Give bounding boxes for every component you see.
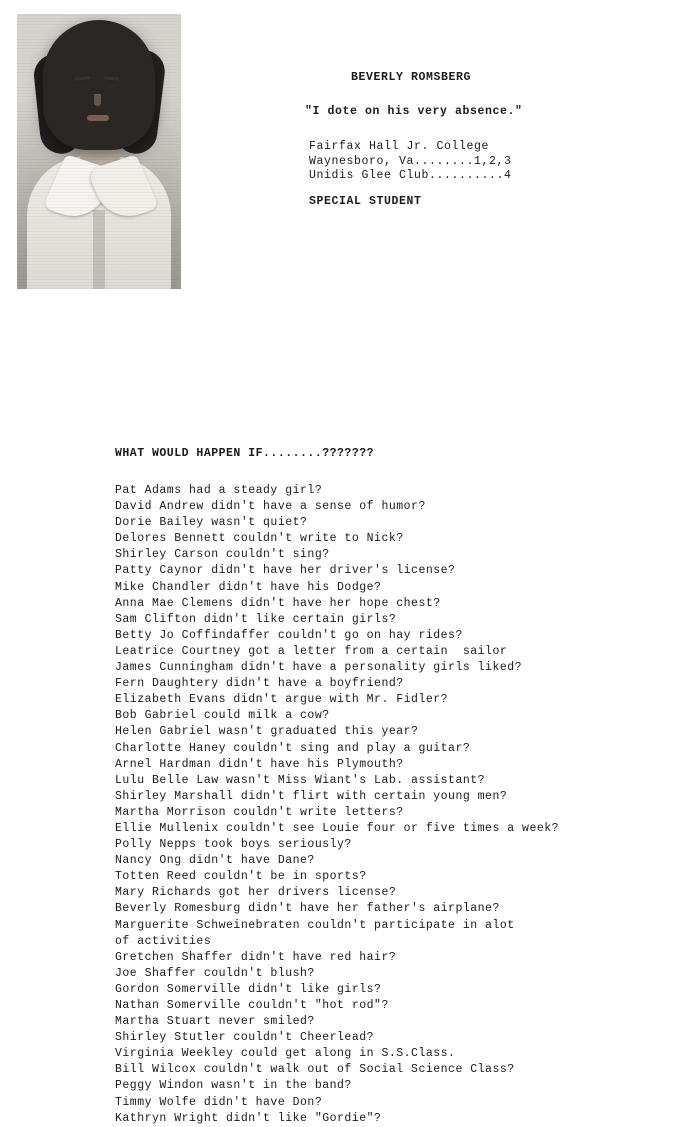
list-item: Betty Jo Coffindaffer couldn't go on hay rides? <box>115 628 463 642</box>
list-item: Gordon Somerville didn't like girls? <box>115 982 382 996</box>
list-item: Peggy Windon wasn't in the band? <box>115 1079 352 1093</box>
list-item: Timmy Wolfe didn't have Don? <box>115 1095 323 1109</box>
student-activities <box>309 141 645 182</box>
senior-entry <box>305 72 645 207</box>
activity-line: Waynesboro, Va........1,2,3 <box>309 154 512 168</box>
student-name: BEVERLY ROMSBERG <box>351 71 472 84</box>
list-item: Nancy Ong didn't have Dane? <box>115 854 315 868</box>
list-item: Helen Gabriel wasn't graduated this year? <box>115 725 419 739</box>
list-item: Mary Richards got her drivers license? <box>115 886 397 900</box>
student-quote: "I dote on his very absence." <box>305 104 523 118</box>
list-item: Anna Mae Clemens didn't have her hope chest? <box>115 596 441 610</box>
list-item: Joe Shaffer couldn't blush? <box>115 966 315 980</box>
list-item: Dorie Bailey wasn't quiet? <box>115 516 308 530</box>
feature-title: WHAT WOULD HAPPEN IF........??????? <box>115 447 375 460</box>
list-item: James Cunningham didn't have a personality girls liked? <box>115 661 523 675</box>
list-item: Patty Caynor didn't have her driver's license? <box>115 564 456 578</box>
list-item: Virginia Weekley could get along in S.S.Class. <box>115 1047 456 1061</box>
list-item: Shirley Carson couldn't sing? <box>115 548 330 562</box>
list-item: Lulu Belle Law wasn't Miss Wiant's Lab. assistant? <box>115 773 486 787</box>
list-item: Fern Daughtery didn't have a boyfriend? <box>115 677 404 691</box>
list-item: Charlotte Haney couldn't sing and play a guitar? <box>115 741 471 755</box>
list-item: Beverly Romesburg didn't have her father's airplane? <box>115 902 500 916</box>
feature-list <box>115 483 675 1127</box>
list-item: Shirley Marshall didn't flirt with certain young men? <box>115 789 508 803</box>
activity-line: Unidis Glee Club..........4 <box>309 169 512 182</box>
list-item: Bill Wilcox couldn't walk out of Social Science Class? <box>115 1063 515 1077</box>
list-item: Bob Gabriel could milk a cow? <box>115 709 330 723</box>
list-item: Nathan Somerville couldn't "hot rod"? <box>115 999 389 1012</box>
student-status: SPECIAL STUDENT <box>309 194 422 208</box>
list-item: Elizabeth Evans didn't argue with Mr. Fidler? <box>115 693 449 707</box>
list-item: Gretchen Shaffer didn't have red hair? <box>115 950 397 964</box>
portrait-photo <box>17 14 181 289</box>
list-item: Marguerite Schweinebraten couldn't participate in alot <box>115 918 515 932</box>
list-item: Shirley Stutler couldn't Cheerlead? <box>115 1031 375 1045</box>
list-item: Arnel Hardman didn't have his Plymouth? <box>115 757 404 771</box>
list-item: Leatrice Courtney got a letter from a certain sailor <box>115 644 508 658</box>
list-item: Delores Bennett couldn't write to Nick? <box>115 532 404 546</box>
list-item: Martha Morrison couldn't write letters? <box>115 805 404 819</box>
list-item: Sam Clifton didn't like certain girls? <box>115 612 397 626</box>
activity-line: Fairfax Hall Jr. College <box>309 140 490 153</box>
list-item: Martha Stuart never smiled? <box>115 1015 315 1029</box>
list-item: Ellie Mullenix couldn't see Louie four or five times a week? <box>115 821 560 835</box>
list-item: Totten Reed couldn't be in sports? <box>115 870 367 884</box>
feature-section <box>115 447 675 1127</box>
list-item: David Andrew didn't have a sense of humor? <box>115 500 426 514</box>
list-item: Mike Chandler didn't have his Dodge? <box>115 580 382 594</box>
list-item: Pat Adams had a steady girl? <box>115 484 323 497</box>
list-item: Kathryn Wright didn't like "Gordie"? <box>115 1111 382 1125</box>
photo-grain-overlay <box>17 14 181 289</box>
list-item: of activities <box>115 934 212 948</box>
list-item: Polly Nepps took boys seriously? <box>115 838 352 852</box>
